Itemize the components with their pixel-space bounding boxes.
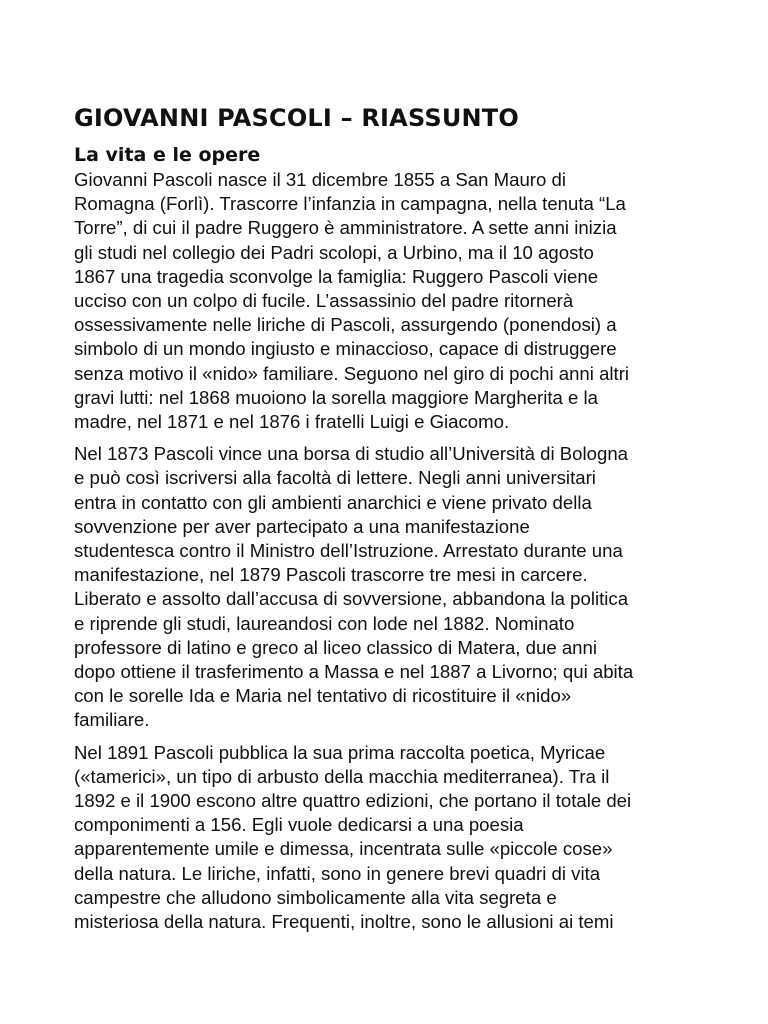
paragraph: Nel 1891 Pascoli pubblica la sua prima raccolta poetica, Myricae («tamerici», un tipo di arbusto della macchia mediterranea). Tra il 1892 e il 1900 escono altre quattro edizioni, che portano il totale dei componimenti a 156. Egli vuole dedicarsi a una poesia apparentemente umile e dimessa, incentrata sulle «piccole cose» della natura. Le liriche, infatti, sono in genere brevi quadri di vita campestre che alludono simbolicamente alla vita segreta e misteriosa della natura. Frequenti, inoltre, sono le allusioni ai temi bbox=[74, 741, 632, 933]
section-heading: La vita e le opere bbox=[74, 144, 261, 166]
document-title: GIOVANNI PASCOLI – RIASSUNTO bbox=[74, 104, 519, 132]
paragraph: Nel 1873 Pascoli vince una borsa di studio all’Università di Bologna e può così iscriversi alla facoltà di lettere. Negli anni universitari entra in contatto con gli ambienti anarchici e viene privato della sovvenzione per aver partecipato a una manifestazione studentesca contro il Ministro dell’Istruzione. Arrestato durante una manifestazione, nel 1879 Pascoli trascorre tre mesi in carcere. Liberato e assolto dall’accusa di sovversione, abbandona la politica e riprende gli studi, laureandosi con lode nel 1882. Nominato professore di latino e greco al liceo classico di Matera, due anni dopo ottiene il trasferimento a Massa e nel 1887 a Livorno; qui abita con le sorelle Ida e Maria nel tentativo di ricostituire il «nido» familiare. bbox=[74, 443, 634, 731]
paragraph: Giovanni Pascoli nasce il 31 dicembre 1855 a San Mauro di Romagna (Forlì). Trascorre l’infanzia in campagna, nella tenuta “La Torre”, di cui il padre Ruggero è amministratore. A sette anni inizia gli studi nel collegio dei Padri scolopi, a Urbino, ma il 10 agosto 1867 una tragedia sconvolge la famiglia: Ruggero Pascoli viene ucciso con un colpo di fucile. L’assassinio del padre ritornerà ossessivamente nelle liriche di Pascoli, assurgendo (ponendosi) a simbolo di un mondo ingiusto e minaccioso, capace di distruggere senza motivo il «nido» familiare. Seguono nel giro di pochi anni altri gravi lutti: nel 1868 muoiono la sorella maggiore Margherita e la madre, nel 1871 e nel 1876 i fratelli Luigi e Giacomo. bbox=[74, 169, 630, 433]
